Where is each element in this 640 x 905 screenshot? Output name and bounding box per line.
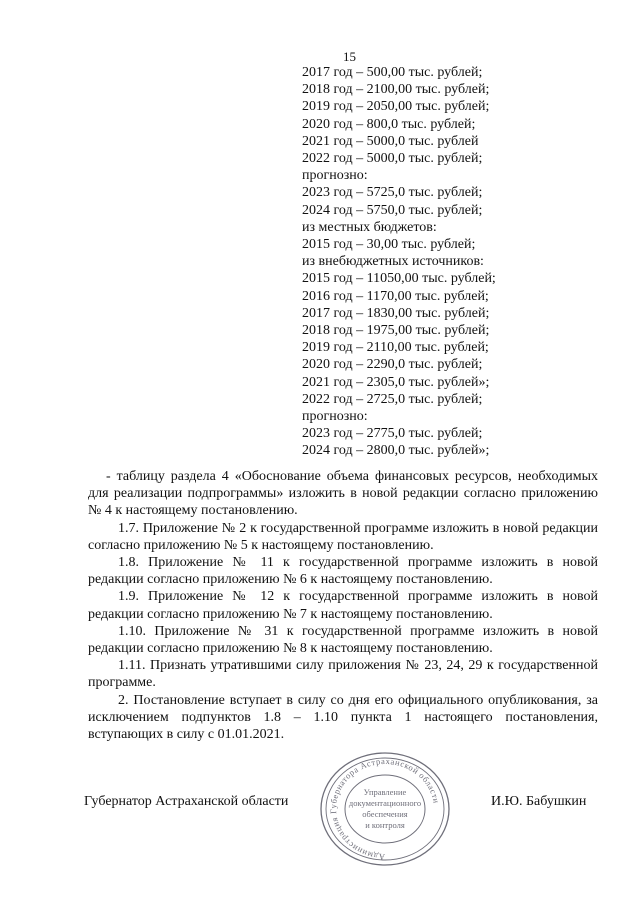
stamp-line: и контроля bbox=[365, 820, 405, 830]
list-item: 2020 год – 2290,0 тыс. рублей; bbox=[302, 357, 483, 373]
stamp-line: Управление bbox=[363, 787, 407, 797]
list-item: 2024 год – 5750,0 тыс. рублей; bbox=[302, 202, 483, 218]
list-item: из внебюджетных источников: bbox=[302, 254, 484, 270]
list-item: 2021 год – 5000,0 тыс. рублей bbox=[302, 133, 479, 149]
paragraph-1-11: 1.11. Признать утратившими силу приложения № 23, 24, 29 к государственной программе. bbox=[88, 658, 598, 691]
list-item: 2016 год – 1170,00 тыс. рублей; bbox=[302, 288, 489, 304]
paragraph-1-9: 1.9. Приложение № 12 к государственной программе изложить в новой редакции согласно приложению № 7 к настоящему постановлению. bbox=[88, 589, 598, 622]
list-item: 2023 год – 5725,0 тыс. рублей; bbox=[302, 185, 483, 201]
official-stamp bbox=[315, 750, 455, 870]
list-item: 2019 год – 2050,00 тыс. рублей; bbox=[302, 99, 490, 115]
list-item: 2018 год – 1975,00 тыс. рублей; bbox=[302, 323, 490, 339]
stamp-line: документационного bbox=[348, 798, 422, 808]
list-item: прогнозно: bbox=[302, 168, 368, 184]
list-item: 2021 год – 2305,0 тыс. рублей»; bbox=[302, 374, 490, 390]
resolution-body bbox=[88, 468, 598, 743]
paragraph-table-section-4: - таблицу раздела 4 «Обоснование объема финансовых ресурсов, необходимых для реализации подпрограммы» изложить в новой редакции согласно приложению № 4 к настоящему постановлению. bbox=[88, 469, 598, 519]
paragraph-1-7: 1.7. Приложение № 2 к государственной программе изложить в новой редакции согласно приложению № 5 к настоящему постановлению. bbox=[88, 520, 598, 553]
paragraph-1-8: 1.8. Приложение № 11 к государственной программе изложить в новой редакции согласно приложению № 6 к настоящему постановлению. bbox=[88, 555, 598, 588]
list-item: из местных бюджетов: bbox=[302, 219, 437, 235]
list-item: 2022 год – 5000,0 тыс. рублей; bbox=[302, 151, 483, 167]
list-item: 2017 год – 1830,00 тыс. рублей; bbox=[302, 305, 490, 321]
page-number: 15 bbox=[343, 49, 356, 64]
signatory-name: И.Ю. Бабушкин bbox=[491, 794, 587, 809]
stamp-line: обеспечения bbox=[362, 809, 408, 819]
funding-list bbox=[302, 64, 496, 460]
list-item: 2020 год – 800,0 тыс. рублей; bbox=[302, 116, 476, 132]
list-item: 2023 год – 2775,0 тыс. рублей; bbox=[302, 426, 483, 442]
list-item: 2015 год – 30,00 тыс. рублей; bbox=[302, 237, 476, 253]
paragraph-2: 2. Постановление вступает в силу со дня его официального опубликования, за исключением подпунктов 1.8 – 1.10 пункта 1 настоящего постановления, вступающих в силу с 01.01.2021. bbox=[88, 692, 598, 743]
stamp-ring-text: Администрация Губернатора Астраханской области bbox=[327, 755, 442, 863]
list-item: 2022 год – 2725,0 тыс. рублей; bbox=[302, 391, 483, 407]
paragraph-1-10: 1.10. Приложение № 31 к государственной программе изложить в новой редакции согласно приложению № 8 к настоящему постановлению. bbox=[88, 623, 598, 657]
list-item: 2019 год – 2110,00 тыс. рублей; bbox=[302, 340, 489, 356]
list-item: 2018 год – 2100,00 тыс. рублей; bbox=[302, 82, 490, 98]
list-item: прогнозно: bbox=[302, 409, 368, 425]
list-item: 2017 год – 500,00 тыс. рублей; bbox=[302, 65, 483, 80]
signatory-title: Губернатор Астраханской области bbox=[84, 794, 289, 809]
list-item: 2015 год – 11050,00 тыс. рублей; bbox=[302, 271, 496, 287]
list-item: 2024 год – 2800,0 тыс. рублей»; bbox=[302, 443, 490, 459]
